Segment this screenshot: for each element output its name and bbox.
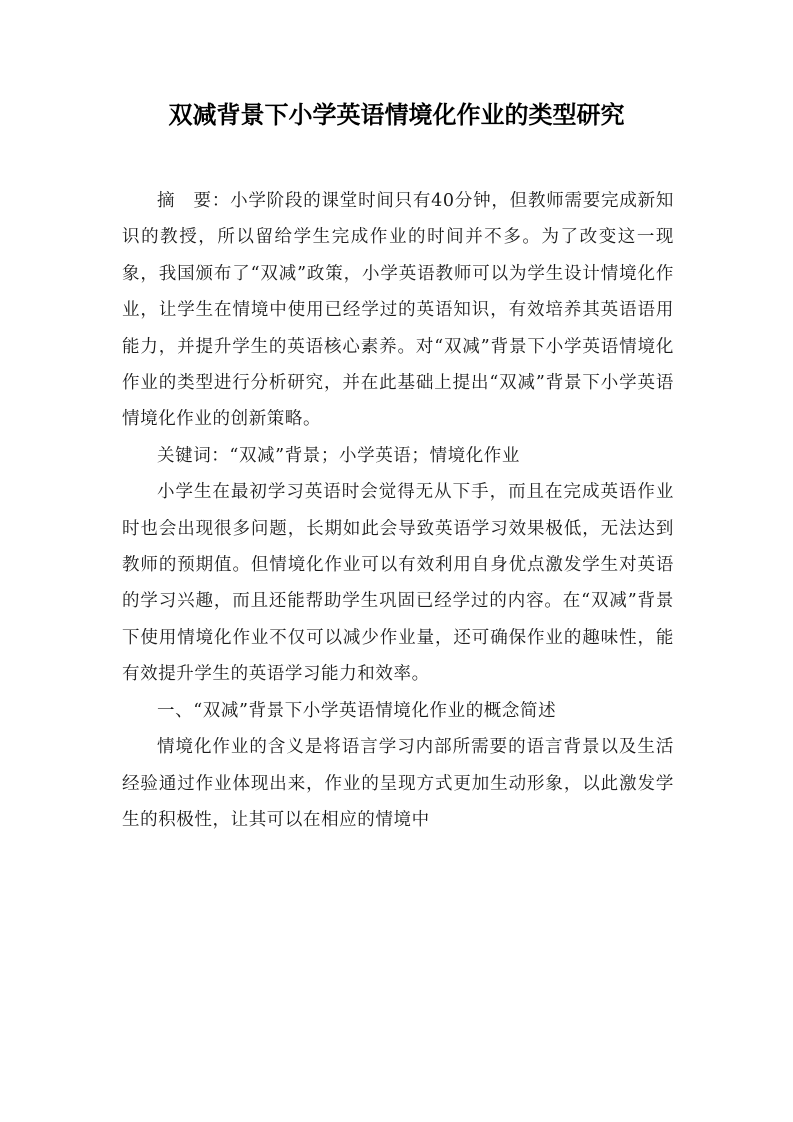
section-paragraph: 情境化作业的含义是将语言学习内部所需要的语言背景以及生活经验通过作业体现出来，作业的呈现方式更加生动形象，以此激发学生的积极性，让其可以在相应的情境中 (122, 737, 674, 830)
keywords-paragraph: 关键词：“双减”背景；小学英语；情境化作业 (157, 445, 520, 466)
intro-paragraph: 小学生在最初学习英语时会觉得无从下手，而且在完成英语作业时也会出现很多问题，长期如此会导致英语学习效果极低，无法达到教师的预期值。但情境化作业可以有效利用自身优点激发学生对英语的学习兴趣，而且还能帮助学生巩固已经学过的内容。在“双减”背景下使用情境化作业不仅可以减少作业量，还可确保作业的趣味性，能有效提升学生的英语学习能力和效率。 (122, 482, 674, 685)
section-heading: 一、“双减”背景下小学英语情境化作业的概念简述 (157, 700, 557, 721)
document-title: 双减背景下小学英语情境化作业的类型研究 (168, 100, 625, 129)
abstract-paragraph: 摘 要：小学阶段的课堂时间只有40分钟，但教师需要完成新知识的教授，所以留给学生完成作业的时间并不多。为了改变这一现象，我国颁布了“双减”政策，小学英语教师可以为学生设计情境化作业，让学生在情境中使用已经学过的英语知识，有效培养其英语语用能力，并提升学生的英语核心素养。对“双减”背景下小学英语情境化作业的类型进行分析研究，并在此基础上提出“双减”背景下小学英语情境化作业的创新策略。 (122, 191, 674, 430)
document-body (122, 183, 674, 838)
